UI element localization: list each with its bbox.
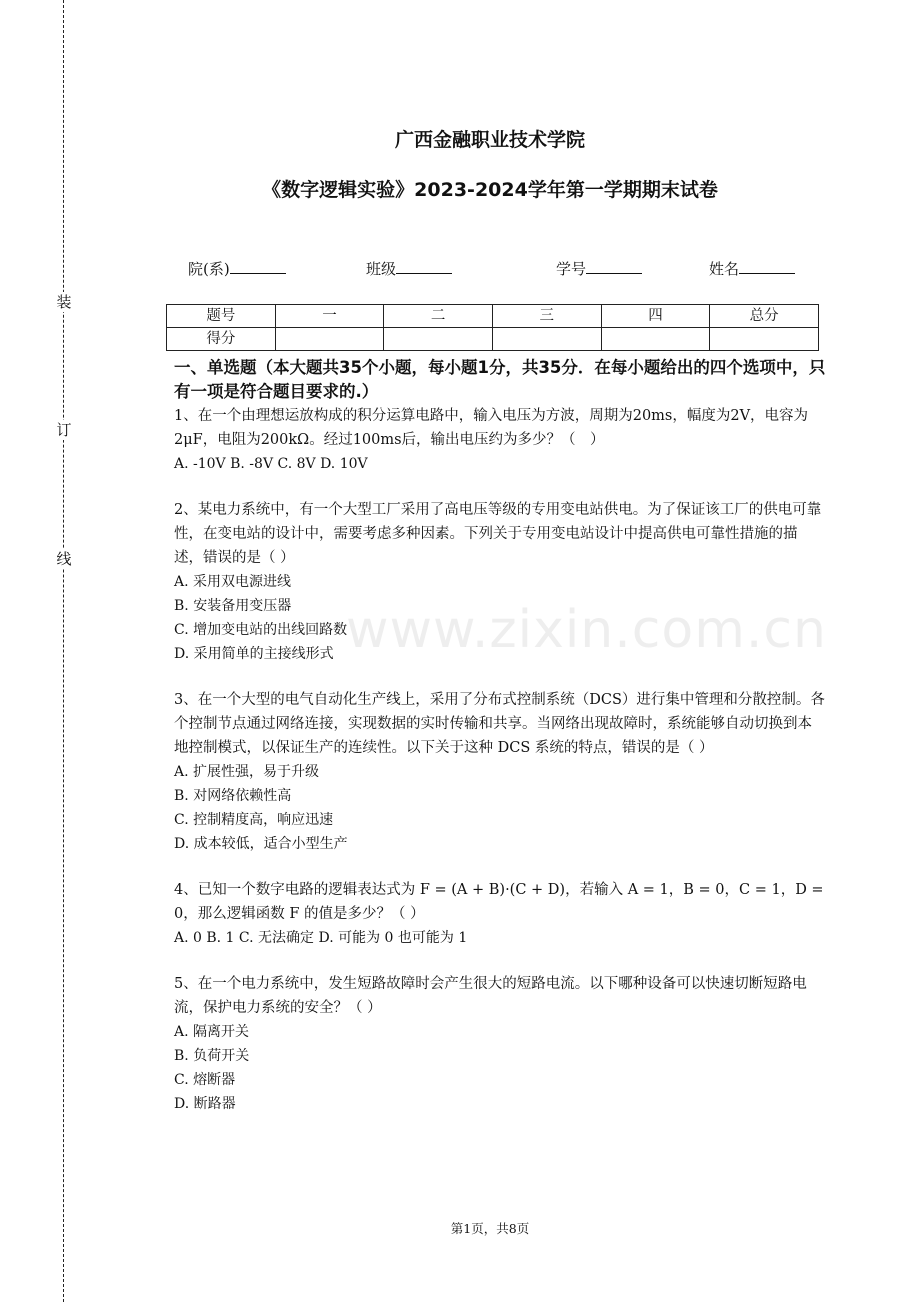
- page-footer: 第1页，共8页: [450, 1221, 530, 1236]
- student-info-row: [0, 258, 920, 280]
- option-b: B. 安装备用变压器: [174, 598, 292, 614]
- question-options: A. -10V B. -8V C. 8V D. 10V: [174, 456, 368, 472]
- question-text: 5、在一个电力系统中，发生短路故障时会产生很大的短路电流。以下哪种设备可以快速切断短路电流，保护电力系统的安全？（ ）: [174, 976, 807, 1016]
- option-c: C. 增加变电站的出线回路数: [174, 622, 348, 638]
- exam-title: 《数字逻辑实验》2023-2024学年第一学期期末试卷: [262, 179, 718, 201]
- option-c: C. 熔断器: [174, 1072, 236, 1088]
- student-id-label: 学号: [556, 260, 587, 278]
- department-blank[interactable]: [230, 258, 286, 274]
- score-header-cell: 四: [601, 305, 710, 328]
- option-d: D. 采用简单的主接线形式: [174, 646, 334, 662]
- option-c: C. 控制精度高，响应迅速: [174, 812, 334, 828]
- score-header-cell: 题号: [167, 305, 276, 328]
- score-table-header-row: [167, 305, 819, 328]
- name-label: 姓名: [709, 260, 740, 278]
- score-row-label: 得分: [167, 328, 276, 351]
- school-name: 广西金融职业技术学院: [394, 129, 585, 151]
- question-text: 2、某电力系统中，有一个大型工厂采用了高电压等级的专用变电站供电。为了保证该工厂的供电可靠性，在变电站的设计中，需要考虑多种因素。下列关于专用变电站设计中提高供电可靠性措施的描述，错误的是（ ）: [174, 502, 822, 566]
- option-a: A. 采用双电源进线: [174, 574, 292, 590]
- student-id-blank[interactable]: [586, 258, 642, 274]
- score-header-cell: 总分: [710, 305, 819, 328]
- score-header-cell: 一: [275, 305, 384, 328]
- question-item: [174, 498, 826, 666]
- question-item: [174, 878, 826, 950]
- score-cell[interactable]: [384, 328, 493, 351]
- score-cell[interactable]: [710, 328, 819, 351]
- question-text: 1、在一个由理想运放构成的积分运算电路中，输入电压为方波，周期为20ms，幅度为2V，电容为2μF，电阻为200kΩ。经过100ms后，输出电压约为多少？（ ）: [174, 408, 809, 448]
- score-cell[interactable]: [601, 328, 710, 351]
- option-d: D. 断路器: [174, 1096, 236, 1112]
- score-table-score-row: [167, 328, 819, 351]
- option-d: D. 成本较低，适合小型生产: [174, 836, 348, 852]
- question-item: [174, 404, 826, 476]
- question-item: [174, 688, 826, 856]
- question-text: 4、已知一个数字电路的逻辑表达式为 F = (A + B)·(C + D)，若输入 A = 1，B = 0，C = 1，D = 0，那么逻辑函数 F 的值是多少？（ ）: [174, 882, 824, 922]
- score-cell[interactable]: [275, 328, 384, 351]
- question-item: [174, 972, 826, 1116]
- binding-char-ding: 订: [54, 420, 74, 440]
- option-a: A. 扩展性强，易于升级: [174, 764, 320, 780]
- class-label: 班级: [366, 260, 397, 278]
- exam-content: [174, 356, 826, 1116]
- option-a: A. 隔离开关: [174, 1024, 250, 1040]
- name-blank[interactable]: [739, 258, 795, 274]
- department-label: 院(系): [188, 260, 230, 278]
- watermark: www.zixin.com.cn: [346, 600, 827, 660]
- option-b: B. 负荷开关: [174, 1048, 250, 1064]
- score-table: [166, 304, 819, 351]
- binding-char-zhuang: 装: [54, 292, 74, 312]
- class-blank[interactable]: [396, 258, 452, 274]
- question-options: A. 0 B. 1 C. 无法确定 D. 可能为 0 也可能为 1: [174, 930, 468, 946]
- department-field[interactable]: [188, 258, 286, 279]
- name-field[interactable]: [709, 258, 795, 279]
- score-cell[interactable]: [492, 328, 601, 351]
- question-text: 3、在一个大型的电气自动化生产线上，采用了分布式控制系统（DCS）进行集中管理和分散控制。各个控制节点通过网络连接，实现数据的实时传输和共享。当网络出现故障时，系统能够自动切换到本地控制模式，以保证生产的连续性。以下关于这种 DCS 系统的特点，错误的是（ ）: [174, 692, 825, 756]
- binding-char-xian: 线: [54, 549, 74, 569]
- score-header-cell: 二: [384, 305, 493, 328]
- score-header-cell: 三: [492, 305, 601, 328]
- section-title: 一、单选题（本大题共35个小题，每小题1分，共35分．在每小题给出的四个选项中，只有一项是符合题目要求的.）: [174, 358, 826, 401]
- option-b: B. 对网络依赖性高: [174, 788, 292, 804]
- student-id-field[interactable]: [556, 258, 642, 279]
- class-field[interactable]: [366, 258, 452, 279]
